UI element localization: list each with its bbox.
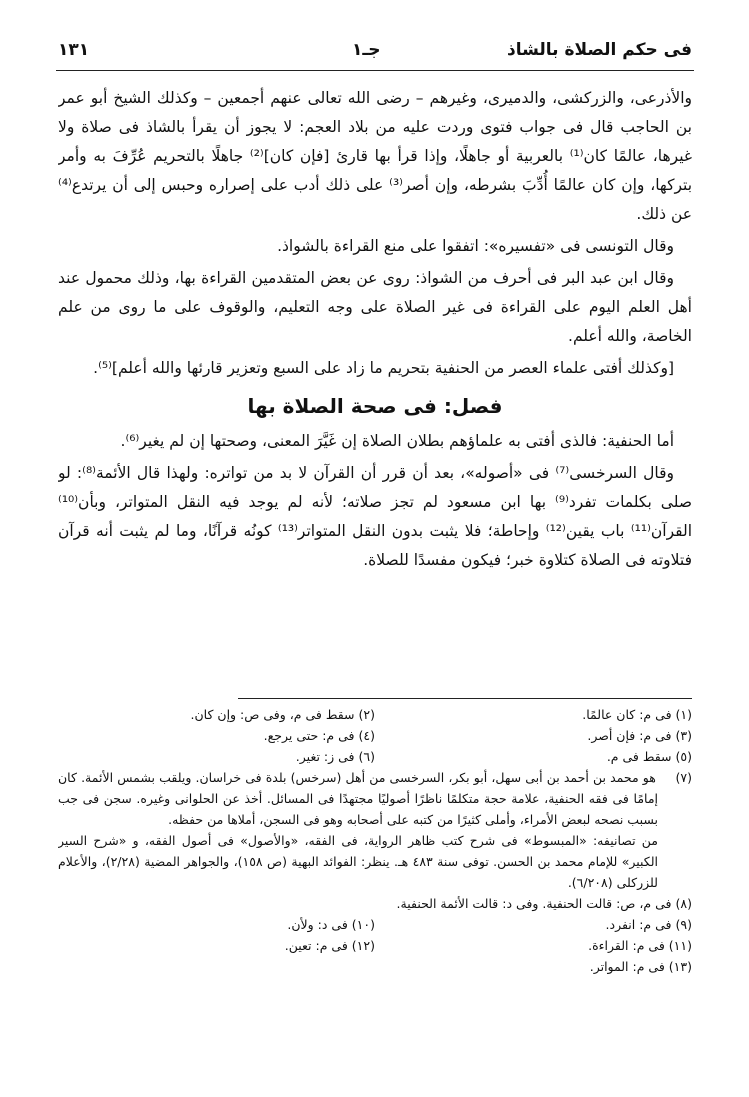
footnote-2: (٢) سقط فى م، وفى ص: وإن كان. <box>190 707 375 722</box>
footnote-10: (١٠) فى د: ولأن. <box>287 917 375 932</box>
footnote-6: (٦) فى ز: تغير. <box>295 749 375 764</box>
footnote-5: (٥) سقط فى م. <box>606 749 692 764</box>
chapter-title: فى حكم الصلاة بالشاذ <box>506 40 692 60</box>
footnote-7 <box>58 767 692 830</box>
paragraph-2: وقال التونسى فى «تفسيره»: اتفقوا على منع القراءة بالشواذ. <box>277 237 674 255</box>
footnote-3: (٣) فى م: فإن أصر. <box>587 728 692 743</box>
footnote-1: (١) فى م: كان عالمًا. <box>582 707 692 722</box>
page-number: ١٣١ <box>58 40 90 60</box>
volume-label: جـ١ <box>352 40 381 60</box>
footnote-row <box>58 725 692 746</box>
footnote-4: (٤) فى م: حتى يرجع. <box>263 728 375 743</box>
footnote-13: (١٣) فى م: المواتر. <box>589 959 692 974</box>
footnote-row <box>58 746 692 767</box>
section-heading: فصل: فى صحة الصلاة بها <box>247 394 503 418</box>
paragraph-6: وقال السرخسى⁽⁷⁾ فى «أصوله»، بعد أن قرر أن القرآن لا بد من تواتره: ولهذا قال الأئمة⁽⁸⁾: لو صلى بكلمات تفرد⁽⁹⁾ بها ابن مسعود لم تجز صلاته؛ لأنه لم يوجد فيه النقل المتواتر، وبأن⁽¹⁰⁾ القرآن⁽¹¹⁾ باب يقين⁽¹²⁾ وإحاطة؛ فلا يثبت بدون النقل المتواتر⁽¹³⁾ كونُه قرآنًا، وما لم يثبت أنه قرآن فتلاوته فى الصلاة كتلاوة خبر؛ فيكون مفسدًا للصلاة. <box>58 464 692 569</box>
footnote-7-biography: هو محمد بن أحمد بن أبى سهل، أبو بكر، السرخسى من أهل (سرخس) بلدة فى خراسان. ويلقب بشمس الأئمة. كان إمامًا فى فقه الحنفية، علامة حجة متكلمًا ناظرًا أصوليًا مجتهدًا فى المسائل. أخذ عن الحلوانى وغيره. سجن فى جب بسبب نصحه لبعض الأمراء، وأملى كثيرًا من كتبه على أصحابه وهو فى السجن، أملاها من حفظه. <box>58 770 658 827</box>
footnote-row <box>58 935 692 956</box>
footnote-divider <box>238 698 692 699</box>
footnote-12: (١٢) فى م: تعين. <box>284 938 375 953</box>
main-text <box>58 84 692 696</box>
footnote-7-works: من تصانيفه: «المبسوط» فى شرح كتب ظاهر الرواية، فى الفقه، «والأصول» فى أصول الفقه، و «شرح السير الكبير» للإمام محمد بن الحسن. توفى سنة ٤٨٣ هـ. ينظر: الفوائد البهية (ص ١٥٨)، والجواهر المضية (٢/٢٨)، والأعلام للزركلى (٦/٢٠٨). <box>58 833 658 890</box>
footnote-11: (١١) فى م: القراءة. <box>588 938 692 953</box>
paragraph-3: وقال ابن عبد البر فى أحرف من الشواذ: روى عن بعض المتقدمين القراءة بها، وذلك محمول عند أهل العلم اليوم على القراءة فى غير الصلاة على وجه التعليم، والوقوف على ما روى من علم الخاصة، والله أعلم. <box>58 269 692 345</box>
paragraph-5: أما الحنفية: فالذى أفتى به علماؤهم بطلان الصلاة إن غَيَّرَ المعنى، وصحتها إن لم يغير⁽⁶⁾. <box>120 432 674 450</box>
footnote-8: (٨) فى م، ص: قالت الحنفية. وفى د: قالت الأئمة الحنفية. <box>396 896 692 911</box>
footnotes <box>58 704 692 1034</box>
footnote-7-number: (٧) <box>675 770 692 785</box>
footnote-row <box>58 704 692 725</box>
paragraph-4: [وكذلك أفتى علماء العصر من الحنفية بتحريم ما زاد على السبع وتعزير قارئها والله أعلم]⁽⁵⁾. <box>93 359 674 377</box>
footnote-row <box>58 914 692 935</box>
paragraph-1: والأذرعى، والزركشى، والدميرى، وغيرهم – رضى الله تعالى عنهم أجمعين – وكذلك الشيخ أبو عمر بن الحاجب قال فى جواب فتوى وردت عليه من بلاد العجم: لا يجوز أن يقرأ بالشاذ فى صلاة ولا غيرها، عالمًا كان⁽¹⁾ بالعربية أو جاهلًا، وإذا قرأ بها قارئ [فإن كان]⁽²⁾ جاهلًا بالتحريم عُرِّفَ به وأمر بتركها، وإن كان عالمًا أُدِّبَ بشرطه، وإن أصر⁽³⁾ على ذلك أدب على إصراره وحبس إلى أن يرتدع⁽⁴⁾ عن ذلك. <box>58 89 692 223</box>
header-divider <box>56 70 694 71</box>
footnote-9: (٩) فى م: انفرد. <box>605 917 692 932</box>
running-header <box>58 38 692 66</box>
